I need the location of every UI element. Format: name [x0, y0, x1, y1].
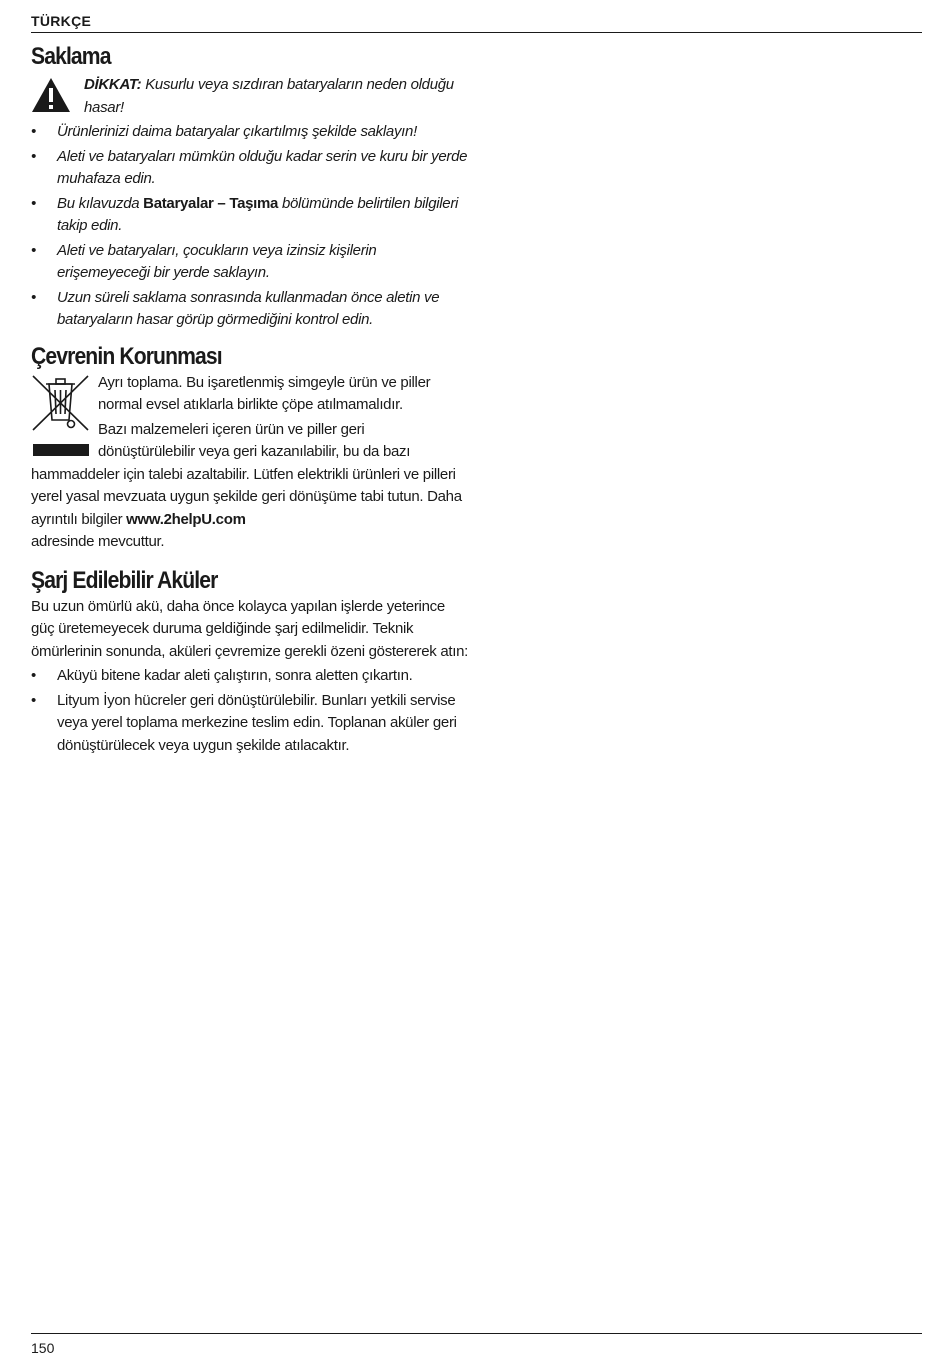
bullet-glyph: •: [31, 667, 36, 684]
list-item-text: Aleti ve bataryaları, çocukların veya izinsiz kişilerin erişemeyeceği bir yerde saklayın.: [57, 241, 377, 281]
environment-section: [31, 342, 471, 554]
bullet-glyph: •: [31, 123, 36, 140]
language-label: TÜRKÇE: [31, 13, 92, 29]
recycling-paragraph-line1: Bazı malzemeleri içeren ürün ve piller geri: [98, 420, 365, 438]
website-link[interactable]: www.2helpU.com: [126, 510, 246, 528]
list-item-text-bold: Bataryalar – Taşıma: [143, 194, 279, 212]
list-item: [31, 240, 471, 285]
rechargeable-intro: Bu uzun ömürlü akü, daha önce kolayca yapılan işlerde yeterince güç üretemeyecek duruma geldiğinde şarj edilmelidir. Teknik ömürlerinin sonunda, aküleri çevremize gerekli özeni göstererek atın:: [31, 597, 469, 660]
list-item-text: Aleti ve bataryaları mümkün olduğu kadar serin ve kuru bir yerde muhafaza edin.: [57, 147, 468, 187]
crossed-out-wheelie-bin-icon: [31, 374, 90, 432]
list-item-text: Uzun süreli saklama sonrasında kullanmadan önce aletin ve bataryaların hasar görüp görmediğini kontrol edin.: [57, 288, 440, 328]
list-item: [31, 690, 471, 758]
list-item: [31, 287, 471, 332]
recycling-paragraph-rest: [31, 464, 471, 554]
caution-text: Kusurlu veya sızdıran bataryaların neden olduğu hasar!: [84, 76, 454, 116]
rechargeable-title: Şarj Edilebilir Aküler: [31, 566, 218, 594]
list-item: [31, 665, 471, 688]
bullet-glyph: •: [31, 147, 36, 165]
list-item: [31, 146, 471, 191]
caution-label: DİKKAT:: [84, 76, 142, 93]
recycling-paragraph-line2: dönüştürülebilir veya geri kazanılabilir, bu da bazı: [98, 443, 411, 460]
list-item-text-post: bölümünde belirtilen bilgileri takip edin.: [57, 194, 459, 234]
rechargeable-bullet-list: [31, 665, 471, 757]
list-item-text: Lityum İyon hücreler geri dönüştürülebilir. Bunları yetkili servise veya yerel toplama merkezine teslim edin. Toplanan aküler geri dönüştürülecek veya uygun şekilde atılacaktır.: [57, 691, 457, 754]
environment-body: [31, 372, 471, 554]
warning-triangle-icon: [31, 77, 71, 113]
bullet-glyph: •: [31, 691, 36, 709]
bullet-glyph: •: [31, 241, 36, 259]
storage-title: Saklama: [31, 43, 111, 70]
page-number: 150: [31, 1340, 55, 1356]
separate-collection-paragraph: Ayrı toplama. Bu işaretlenmiş simgeyle ürün ve piller normal evsel atıklarla birlikte çöpe atılmamalıdır.: [98, 373, 431, 413]
content-column: [31, 42, 471, 759]
page-footer: [31, 1333, 922, 1358]
page-header: [31, 10, 922, 33]
list-item-text: Ürünlerinizi daima bataryalar çıkartılmış şekilde saklayın!: [57, 123, 417, 140]
bullet-glyph: •: [31, 194, 36, 212]
caution-note: [31, 74, 471, 119]
storage-bullet-list: [31, 121, 471, 332]
recycling-paragraph-end: adresinde mevcuttur.: [31, 533, 165, 550]
environment-title: Çevrenin Korunması: [31, 342, 222, 370]
bullet-glyph: •: [31, 288, 36, 306]
rechargeable-section: [31, 566, 471, 758]
recycling-paragraph-text: hammaddeler için talebi azaltabilir. Lütfen elektrikli ürünleri ve pilleri yerel yasal mevzuata uygun şekilde geri dönüşüme tabi tutun. Daha ayrıntılı bilgiler: [31, 465, 462, 528]
storage-section: [31, 42, 471, 332]
list-item: [31, 193, 471, 238]
list-item: [31, 121, 471, 144]
list-item-text-pre: Bu kılavuzda: [57, 194, 144, 212]
black-bar-icon: [33, 444, 89, 456]
list-item-text: Aküyü bitene kadar aleti çalıştırın, sonra aletten çıkartın.: [57, 667, 413, 684]
